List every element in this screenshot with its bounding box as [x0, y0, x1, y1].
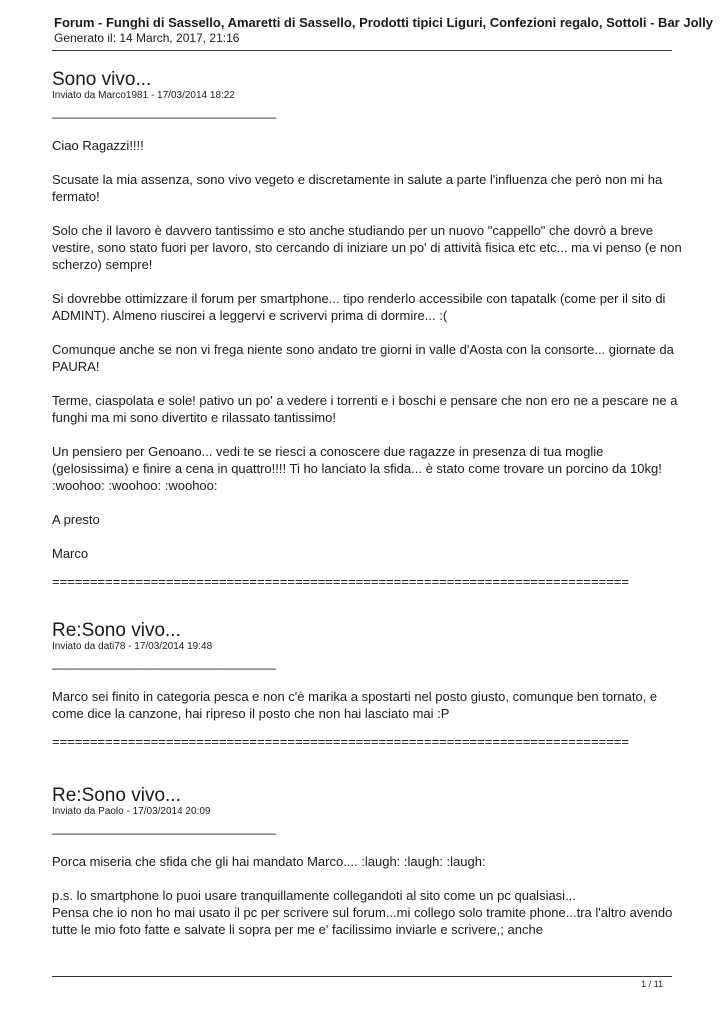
post-meta: Inviato da dati78 - 17/03/2014 19:48 [52, 641, 213, 652]
post-paragraph: Terme, ciaspolata e sole! pativo un po' a vedere i torrenti e i boschi e pensare che non ero ne a pescare ne a funghi ma mi sono divertito e rilassato tantissimo! [52, 393, 678, 425]
post-title: Re:Sono vivo... [52, 620, 181, 641]
post-paragraph: Marco [52, 546, 89, 561]
post-meta: Inviato da Marco1981 - 17/03/2014 18:22 [52, 90, 235, 101]
post-underline: _______________________________ [52, 104, 277, 119]
forum-post [52, 620, 682, 749]
post-title: Re:Sono vivo... [52, 785, 181, 806]
post-paragraph: p.s. lo smartphone lo puoi usare tranquillamente collegandoti al sito come un pc qualsiasi... Pensa che io non ho mai usato il pc per scrivere sul forum...mi collego solo tramite phone...tra l'altro avendo tutte le mio foto fatte e salvate li sopra per me e' facilissimo inviarle e scrivere,; anche [52, 888, 673, 937]
post-underline: _______________________________ [52, 655, 277, 670]
generated-date: Generato il: 14 March, 2017, 21:16 [54, 31, 240, 45]
footer-divider [52, 976, 672, 977]
page-header [54, 14, 725, 46]
post-paragraph: Marco sei finito in categoria pesca e non c'è marika a spostarti nel posto giusto, comunque ben tornato, e come dice la canzone, hai ripreso il posto che non hai lasciato mai :P [52, 689, 658, 721]
post-paragraph: Porca miseria che sfida che gli hai mandato Marco.... :laugh: :laugh: :laugh: [52, 854, 486, 869]
post-paragraph: Un pensiero per Genoano... vedi te se riesci a conoscere due ragazze in presenza di tua moglie (gelosissima) e finire a cena in quattro!!!! Ti ho lanciato la sfida... è stato come trovare un porcino da 10kg! :woohoo: :woohoo: :woohoo: [52, 444, 662, 493]
post-paragraph: A presto [52, 512, 100, 527]
forum-post [52, 69, 682, 589]
page-number: 1 / 11 [641, 979, 663, 989]
post-paragraph: Ciao Ragazzi!!!! [52, 138, 144, 153]
post-paragraph: Si dovrebbe ottimizzare il forum per smartphone... tipo renderlo accessibile con tapatalk (come per il sito di ADMINT). Almeno riuscirei a leggervi e scrivervi prima di dormire... :( [52, 291, 666, 323]
post-end-separator: ============================================================================ [52, 734, 629, 749]
forum-post [52, 785, 682, 955]
forum-title: Forum - Funghi di Sassello, Amaretti di Sassello, Prodotti tipici Liguri, Confezioni regalo, Sottoli - Bar Jolly [54, 15, 713, 30]
post-title: Sono vivo... [52, 69, 152, 90]
post-paragraph: Solo che il lavoro è davvero tantissimo e sto anche studiando per un nuovo "cappello" che dovrò a breve vestire, sono stato fuori per lavoro, sto cercando di iniziare un po' di attività fisica etc etc... ma vi penso (e non scherzo) sempre! [52, 223, 682, 272]
post-underline: _______________________________ [52, 820, 277, 835]
post-end-separator: ============================================================================ [52, 574, 629, 589]
post-paragraph: Comunque anche se non vi frega niente sono andato tre giorni in valle d'Aosta con la consorte... giornate da PAURA! [52, 342, 674, 374]
header-divider [52, 50, 672, 51]
post-meta: Inviato da Paolo - 17/03/2014 20:09 [52, 806, 211, 817]
post-paragraph: Scusate la mia assenza, sono vivo vegeto e discretamente in salute a parte l'influenza che però non mi ha fermato! [52, 172, 663, 204]
